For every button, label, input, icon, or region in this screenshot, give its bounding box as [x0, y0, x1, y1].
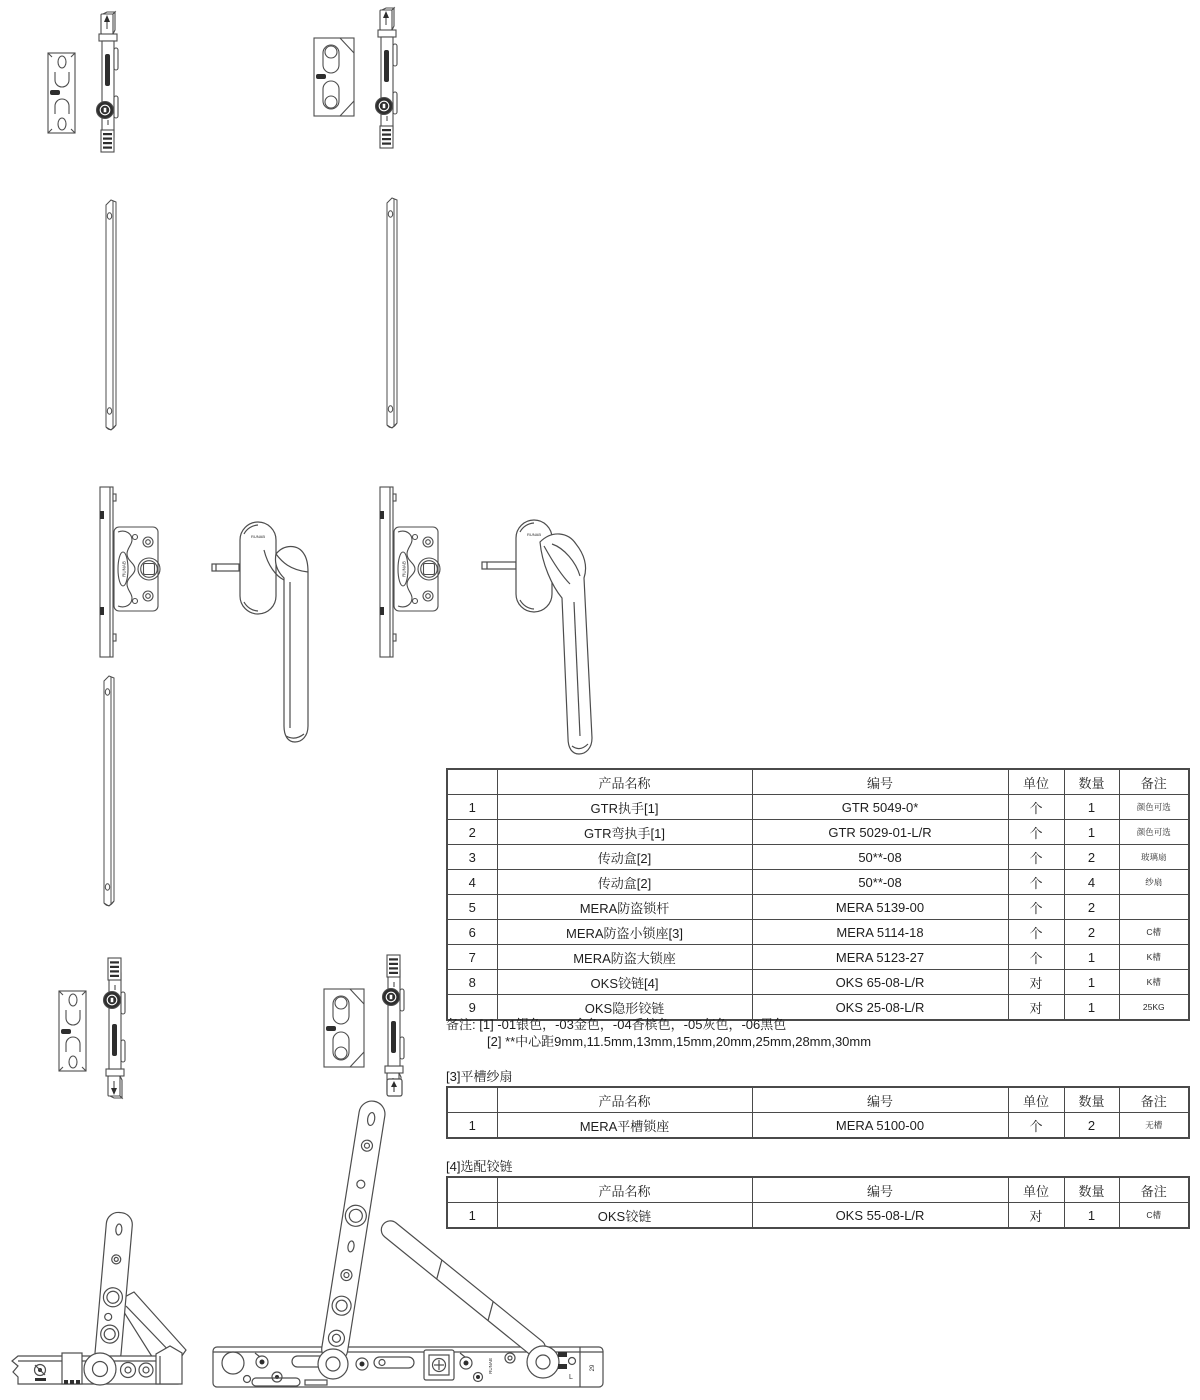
handle-grip	[540, 534, 592, 754]
gearbox-brand-label: RUNAB	[401, 561, 407, 577]
drawing-keeper-small-bottom	[59, 991, 86, 1071]
drawing-keeper-small-top	[48, 53, 75, 133]
table-row: 8 OKS铰链[4] OKS 65-08-L/R 对 1 K槽	[447, 970, 1189, 995]
stay-end-pivot	[527, 1346, 559, 1378]
table-row: 2 GTR弯执手[1] GTR 5029-01-L/R 个 1 颜色可选	[447, 820, 1189, 845]
drawing-lock-bar-top-right	[376, 8, 398, 148]
hinge-arm	[320, 1099, 387, 1364]
note-line-2: [2] **中心距9mm,11.5mm,13mm,15mm,20mm,25mm,28mm,30mm	[487, 1034, 872, 1049]
table-row: 9 OKS隐形铰链 OKS 25-08-L/R 对 1 25KG	[447, 995, 1189, 1021]
parts-table-header	[447, 769, 1189, 795]
drawing-face-bar-right	[387, 198, 397, 428]
handle-brand-label: RUNAB	[526, 532, 542, 537]
col-index	[447, 769, 497, 795]
table-row: 4 传动盒[2] 50**-08 个 4 纱扇	[447, 870, 1189, 895]
col-unit: 单位	[1008, 769, 1064, 795]
col-code: 编号	[752, 769, 1008, 795]
handle-grip	[275, 547, 308, 743]
hinge-arm	[94, 1211, 133, 1366]
drawing-face-bar-left	[106, 200, 116, 430]
hinge-pivot	[84, 1353, 116, 1385]
col-qty: 数量	[1064, 769, 1119, 795]
col-product-name: 产品名称	[497, 769, 752, 795]
hinge-end-mark: 29	[590, 1364, 596, 1372]
hinge-pivot	[318, 1349, 348, 1379]
table-row: 3 传动盒[2] 50**-08 个 2 玻璃扇	[447, 845, 1189, 870]
table-row: 1 GTR执手[1] GTR 5049-0* 个 1 颜色可选	[447, 795, 1189, 820]
handle-brand-label: RUNAB	[250, 534, 266, 539]
drawing-gearbox-right	[380, 487, 440, 657]
drawing-face-bar-lower	[104, 676, 114, 906]
table-row: 1 MERA平槽锁座 MERA 5100-00 个 2 无槽	[447, 1113, 1189, 1139]
note-line-1: 备注: [1] -01银色，-03金色，-04香槟色，-05灰色，-06黑色	[446, 1017, 787, 1032]
screen-table	[446, 1086, 1190, 1139]
table-row: 1 OKS铰链 OKS 55-08-L/R 对 1 C槽	[447, 1203, 1189, 1229]
screen-table-header: 产品名称 编号 单位 数量 备注	[447, 1087, 1189, 1113]
drawing-keeper-large-top	[314, 38, 354, 116]
hinge-left-right-mark: L	[569, 1374, 573, 1381]
screen-section-title: [3]平槽纱扇	[446, 1069, 513, 1084]
note-label: 备注:	[446, 1017, 476, 1032]
drawing-handle-cranked	[482, 520, 592, 754]
gearbox-brand-label: RUNAB	[121, 561, 127, 577]
optional-hinge-section-title: [4]选配铰链	[446, 1159, 513, 1174]
parts-table	[446, 768, 1190, 1021]
drawing-hinge-left	[12, 1211, 186, 1385]
drawing-gearbox-left	[100, 487, 160, 657]
drawing-lock-bar-top-left	[97, 12, 119, 152]
hinge-stay-arm	[378, 1217, 549, 1361]
table-row: 7 MERA防盗大锁座 MERA 5123-27 个 1 K槽	[447, 945, 1189, 970]
optional-hinge-table-header: 产品名称 编号 单位 数量 备注	[447, 1177, 1189, 1203]
hinge-brand-label: RUNAB	[488, 1358, 493, 1374]
optional-hinge-table	[446, 1176, 1190, 1229]
table-row: 5 MERA防盗锁杆 MERA 5139-00 个 2	[447, 895, 1189, 920]
drawing-keeper-large-bottom	[324, 989, 364, 1067]
table-notes	[446, 1016, 871, 1050]
drawing-handle-straight	[212, 522, 308, 742]
col-note: 备注	[1119, 769, 1189, 795]
drawing-lock-bar-bottom-left	[104, 958, 126, 1098]
direction-arrow-icon	[387, 1079, 402, 1096]
table-row: 6 MERA防盗小锁座[3] MERA 5114-18 个 2 C槽	[447, 920, 1189, 945]
drawing-lock-bar-bottom-right	[383, 955, 405, 1095]
